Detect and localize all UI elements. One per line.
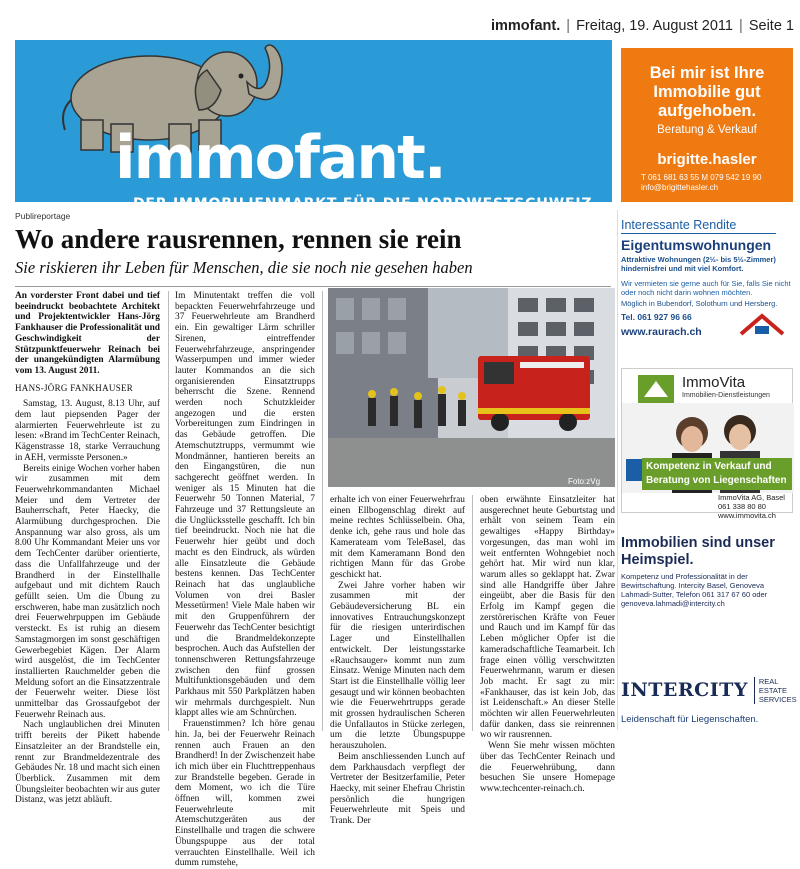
ad-brigitte-headline: Bei mir ist Ihre Immobilie gut aufgehoben. [649, 64, 765, 120]
intercity-logo [621, 672, 797, 708]
column-divider [168, 291, 169, 731]
article-column-4 [480, 495, 615, 794]
paragraph: Bereits einige Wochen vorher haben wir zusammen mit dem Feuerwehrkommandanten Michael Meier und dem Vertreter der Bauherrschaft, Peter Haecky, die Alarmübung durchgesprochen. Die Anspannung war also gross, als um 8.00 Uhr Kommandant Meier uns vor dem TechCenter darüber orientierte, dass die Unfallfahrzeuge und der Brandherd in der Einstellhalle aufgebaut und mit dichtem Rauch gefüllt seien. Um die Übung zu erschweren, habe man zusätzlich noch drei Feuerwehrpuppen im Gebäude versteckt. Es ist ruhig an diesem Samstagmorgen im sonst geschäftigen Gewerbegebiet Kägen. Der Alarm wird ausgelöst, die im TechCenter installierten Rauchmelder geben die Meldung sofort an die Einsatzzentrale der Feuerwehr weiter. Diese löst unmittelbar das Grossaufgebot der Feuerwehr Reinach aus. [15, 463, 160, 720]
article-label: Publireportage [15, 211, 71, 221]
paragraph: Samstag, 13. August, 8.13 Uhr, auf dem laut piepsenden Pager der alarmierten Feuerwehrleute ist zu lesen: «Brand im TechCenter Reinach, Kägenstrasse 18, starke Verrauchung in AEH, vermisste Personen.» [15, 399, 160, 463]
article-byline: HANS-JÖRG FANKHAUSER [15, 382, 134, 393]
ad-brigitte-subline: Beratung & Verkauf [657, 124, 757, 136]
house-logo-icon [739, 312, 785, 336]
intercity-logo-sub: REAL ESTATE SERVICES [754, 677, 797, 704]
immovita-logo-icon [636, 373, 676, 407]
paragraph: Zwei Jahre vorher haben wir zusammen mit der Gebäudeversicherung BL ein innovatives Entrauchungskonzept für die riesigen unterirdischen Lager und Einstellhallen entwickelt. Der leistungsstarke «Rauchsauger» kommt nun zum Einsatz. Wenige Minuten nach dem Start ist die Einstellhalle völlig leer gesaugt und wir können beobachten wie die Feuerwehrtrupps gerade mit grossen hydraulischen Scheren die Unfallautos in Stücke zerlegen, um die letzte Übungspuppe herauszuholen. [330, 580, 465, 752]
paragraph: Nach unglaublichen drei Minuten trifft bereits der Pikett habende Einsatzleiter an der Brandstelle ein, rennt zur Brandmeldezentrale des Gebäudes Nr. 18 und macht sich einen Überblick. Zusammen mit dem Übungsleiter beobachten wir aus guter Distanz, was jetzt abläuft. [15, 720, 160, 806]
ad-raurach-url[interactable]: www.raurach.ch [621, 326, 702, 338]
ad-intercity-footer: Leidenschaft für Liegenschaften. [621, 714, 759, 725]
masthead-slogan: DER IMMOBILIENMARKT FÜR DIE NORDWESTSCHWEIZ. [133, 196, 599, 212]
paragraph: erhalte ich von einer Feuerwehrfrau einen Ellbogenschlag direkt auf meine rechtes Schlüsselbein. Oha, denke ich, gehe raus und hole das Kamerateam vom TeleBasel, das mit dem Kameramann Bond den richtigen Mann für das Grobe geschickt hat. [330, 495, 465, 580]
paragraph: Beim anschliessenden Lunch auf dem Parkhausdach verpflegt der Vertreter der Besitzerfamilie, Peter Haecky, mit seiner Ehefrau Christin persönlich die hungrigen Feuerwehrleute mit Speis und Trank. Der [330, 751, 465, 827]
fire-truck-photo [328, 288, 615, 487]
immofant-logo: immofant. [115, 123, 445, 193]
ad-immovita-tag: Immobilien-Dienstleistungen [682, 392, 770, 399]
ad-raurach-text: Wir vermieten sie gerne auch für Sie, falls Sie nicht oder noch nicht darin wohnen möchten. [621, 279, 791, 297]
ad-immovita[interactable] [621, 368, 793, 520]
ad-intercity-headline: Immobilien sind unser Heimspiel. [621, 535, 775, 568]
intercity-logo-text: INTERCITY [621, 679, 748, 701]
masthead-banner [15, 40, 612, 212]
ad-raurach-subtitle: Eigentumswohnungen [621, 237, 772, 253]
ad-raurach-text: Möglich in Bubendorf, Solothurn und Hersberg. [621, 299, 778, 308]
photo-illustration [328, 288, 615, 487]
article-column-3 [330, 495, 465, 827]
paragraph: oben erwähnte Einsatzleiter hat ausgerechnet heute Geburtstag und erhält von seinem Team ein gewaltiges «Happy Birthday» vorgesungen, das man wohl im weit entfernten Wohngebiet noch gehört hat. Mir wird nun klar, warum alles so geklappt hat. Zwar sind alle Handgriffe über Jahre eingeübt, aber die Basis für den Erfolg im Kampf gegen die zerstörerischen Kräfte von Feuer und Rauch und im Kampf für das Leben möglicher Opfer ist die kameradschaftliche Teamarbeit. Ich frage einen völlig verschwitzten Feuerwehrmann, warum er diesen Job macht. Er sagt zu mir: «Fankhauser, das ist kein Job, das ist Leidenschaft.» An dieser Stelle möchten wir allen Feuerwehrleuten dafür danken, dass sie reinrennen wo wir rausrennen. [480, 495, 615, 741]
article-headline: Wo andere rausrennen, rennen sie rein [15, 224, 462, 254]
page-number: Seite 1 [748, 18, 794, 34]
photo-credit: Foto:zVg [568, 477, 601, 486]
paragraph: Frauenstimmen? Ich höre genau hin. Ja, bei der Feuerwehr Reinach rennen auch Frauen an den Brandherd! In der Zwischenzeit habe ich mich über ein Fluchttreppenhaus zur Brandstelle begeben. Gerade in dem Moment, wo ich die Türe öffnen will, kommen zwei Feuerwehrleute mit Atemschutzgeräten aus der Einstellhalle und tragen die schwere Übungspuppe aus der total verrauchten Einstellhalle. Weil ich dumm rumstehe, [175, 719, 315, 869]
column-divider [472, 495, 473, 731]
sidebar-divider [617, 210, 618, 730]
paragraph: Wenn Sie mehr wissen möchten über das TechCenter Reinach und die Feuerwehrübung, dann besuchen Sie unsere Homepage www.techcenter-reinach.ch. [480, 741, 615, 794]
ad-raurach-text: Attraktive Wohnungen (2½- bis 5½-Zimmer) hindernisfrei und mit viel Komfort. [621, 255, 776, 273]
headline-divider [15, 286, 611, 287]
article-lead: An vorderster Front dabei und tief beeindruckt beobachtete Architekt und Projektentwickler Hans-Jörg Fankhauser die Professionalität und Geschwindigkeit der Stützpunktfeuerwehr Reinach bei der unangekündigten Alarmübung vom 13. August 2011. [15, 291, 160, 376]
issue-date: Freitag, 19. August 2011 [576, 18, 733, 34]
ad-raurach-phone: Tel. 061 927 96 66 [621, 312, 692, 322]
ad-intercity-text: Kompetenz und Professionalität in der Bewirtschaftung. Intercity Basel, Genoveva Lahmadi-Sutter, Telefon 061 317 67 60 oder genoveva.lahmadi@intercity.ch [621, 572, 768, 608]
masthead-meta: immofant. | Freitag, 19. August 2011 | Seite 1 [490, 18, 794, 34]
paragraph: Im Minutentakt treffen die voll bepackten Feuerwehrfahrzeuge und 37 Feuerwehrleute am Brandherd ein. Ein gewaltiger Lärm schriller Sirenen, eintreffender Feuerwehrfahrzeuge, anspringender Wasserpumpen und immer wieder lauter Kommandos an die sich organisierenden Einsatztrupps beherrscht die Szene. Rennend werden noch Schutzkleider angezogen und die ersten Vorbereitungen zum Eindringen in das Gebäude getroffen. Die Atemschutztrupps, vermummt wie Mondmänner, hantieren bereits an den Eingangstüren, die nun sachgerecht geöffnet werden. In weniger als 15 Minuten hat die Feuerwehr 50 Tonnen Material, 7 Fahrzeuge und 37 Rettungsleute an die Unglücksstelle geschafft. Ich bin tief beeindruckt. Noch nie hat die Feuerwehr hier geübt und doch macht es den Eindruck, als würden alle Einsatzleute die Gebäude bestens kennen. Das TechCenter Reinach hat das unglaubliche Volumen von drei Basler Messetürmen! Viele Male haben wir mit den Gruppenführern der Feuerwehr das TechCenter besichtigt und die Brandmeldekonzepte besprochen. Auch das Aufstellen der tonnenschweren Rettungsfahrzeuge zwischen den fünf grossen Multifunktionsgebäuden und dem Parkhaus mit 550 Parkplätzen haben wir mehrmals durchgespielt. Nun klappt alles wie am Schnürchen. [175, 291, 315, 719]
ad-raurach[interactable] [621, 218, 793, 353]
ad-intercity[interactable] [621, 535, 797, 731]
ad-brigitte-brand: brigitte.hasler [657, 151, 757, 168]
article-column-1 [15, 291, 160, 806]
column-divider [322, 291, 323, 731]
ad-brigitte-hasler[interactable] [621, 48, 793, 202]
ad-brigitte-contact: T 061 681 63 55 M 079 542 19 90 info@brigittehasler.ch [641, 173, 762, 192]
article-subhead: Sie riskieren ihr Leben für Menschen, die sie noch nie gesehen haben [15, 258, 473, 277]
article-column-2 [175, 291, 315, 869]
ad-immovita-address: ImmoVita AG, Basel 061 338 80 80 www.immovita.ch [718, 493, 785, 520]
ad-raurach-title: Interessante Rendite [621, 218, 776, 234]
ad-immovita-name: ImmoVita [682, 374, 746, 391]
ad-immovita-banner: Kompetenz in Verkauf und Beratung von Liegenschaften [642, 458, 792, 490]
masthead-brand: immofant. [490, 18, 561, 34]
